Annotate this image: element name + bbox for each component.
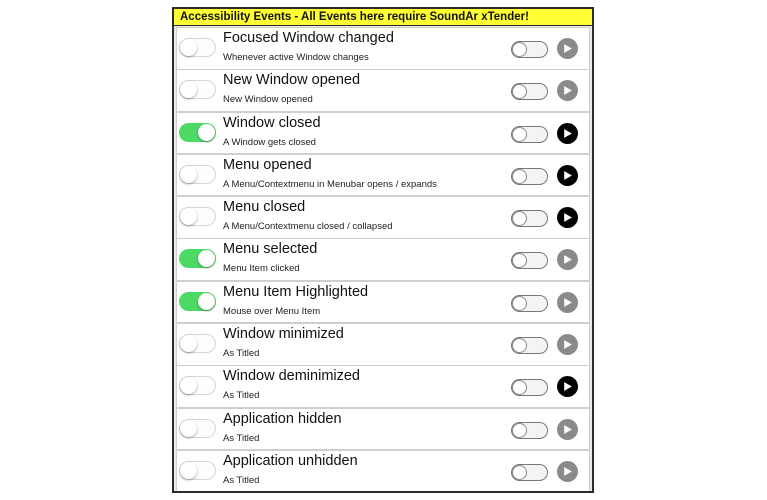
enable-toggle[interactable]	[179, 376, 216, 395]
play-icon	[562, 128, 573, 139]
event-description: A Menu/Contextmenu closed / collapsed	[223, 221, 393, 233]
toggle-knob	[512, 380, 527, 395]
event-title: Window closed	[223, 114, 321, 131]
enable-toggle[interactable]	[179, 461, 216, 480]
sound-option-toggle[interactable]	[511, 210, 548, 227]
enable-toggle[interactable]	[179, 292, 216, 311]
event-title: Window deminimized	[223, 368, 360, 385]
toggle-knob	[198, 250, 215, 267]
event-row	[177, 239, 589, 280]
play-button[interactable]	[557, 376, 578, 397]
toggle-knob	[512, 296, 527, 311]
event-row	[177, 451, 589, 492]
toggle-knob	[180, 81, 197, 98]
play-icon	[562, 85, 573, 96]
toggle-knob	[180, 377, 197, 394]
play-icon	[562, 297, 573, 308]
event-description: As Titled	[223, 390, 260, 402]
play-button[interactable]	[557, 461, 578, 482]
accessibility-events-panel	[172, 7, 594, 493]
sound-option-toggle[interactable]	[511, 83, 548, 100]
sound-option-toggle[interactable]	[511, 126, 548, 143]
event-row	[177, 155, 589, 196]
event-list	[174, 28, 592, 491]
toggle-knob	[180, 462, 197, 479]
enable-toggle[interactable]	[179, 249, 216, 268]
enable-toggle[interactable]	[179, 123, 216, 142]
event-title: Window minimized	[223, 326, 344, 343]
enable-toggle[interactable]	[179, 38, 216, 57]
play-button[interactable]	[557, 207, 578, 228]
toggle-knob	[198, 293, 215, 310]
enable-toggle[interactable]	[179, 80, 216, 99]
toggle-knob	[512, 127, 527, 142]
toggle-knob	[180, 39, 197, 56]
event-title: Menu selected	[223, 241, 318, 258]
play-button[interactable]	[557, 38, 578, 59]
play-icon	[562, 466, 573, 477]
sound-option-toggle[interactable]	[511, 252, 548, 269]
enable-toggle[interactable]	[179, 419, 216, 438]
toggle-knob	[180, 166, 197, 183]
toggle-knob	[180, 335, 197, 352]
event-title: Focused Window changed	[223, 30, 394, 46]
event-title: Application hidden	[223, 410, 342, 427]
sound-option-toggle[interactable]	[511, 337, 548, 354]
event-description: New Window opened	[223, 94, 313, 106]
event-title: Menu Item Highlighted	[223, 283, 369, 300]
play-icon	[562, 43, 573, 54]
toggle-knob	[512, 169, 527, 184]
sound-option-toggle[interactable]	[511, 41, 548, 58]
enable-toggle[interactable]	[179, 334, 216, 353]
toggle-knob	[198, 124, 215, 141]
toggle-knob	[512, 423, 527, 438]
event-title: New Window opened	[223, 72, 361, 89]
event-description: Menu Item clicked	[223, 263, 300, 275]
event-row	[177, 28, 589, 69]
toggle-knob	[512, 338, 527, 353]
play-icon	[562, 212, 573, 223]
event-description: As Titled	[223, 474, 260, 486]
event-title: Menu opened	[223, 156, 312, 173]
event-row	[177, 324, 589, 365]
event-row	[177, 113, 589, 154]
toggle-knob	[512, 84, 527, 99]
play-button[interactable]	[557, 249, 578, 270]
event-description: A Menu/Contextmenu in Menubar opens / expands	[223, 178, 437, 190]
panel-header: Accessibility Events - All Events here require SoundAr xTender!	[174, 9, 592, 26]
event-row	[177, 282, 589, 323]
sound-option-toggle[interactable]	[511, 379, 548, 396]
play-icon	[562, 339, 573, 350]
toggle-knob	[512, 465, 527, 480]
sound-option-toggle[interactable]	[511, 422, 548, 439]
event-description: As Titled	[223, 348, 260, 360]
event-title: Menu closed	[223, 199, 306, 216]
toggle-knob	[512, 211, 527, 226]
play-button[interactable]	[557, 334, 578, 355]
play-icon	[562, 254, 573, 265]
toggle-knob	[512, 253, 527, 268]
sound-option-toggle[interactable]	[511, 464, 548, 481]
event-description: A Window gets closed	[223, 136, 316, 148]
play-button[interactable]	[557, 419, 578, 440]
play-button[interactable]	[557, 80, 578, 101]
sound-option-toggle[interactable]	[511, 295, 548, 312]
toggle-knob	[180, 420, 197, 437]
toggle-knob	[512, 42, 527, 57]
event-row	[177, 197, 589, 238]
event-row	[177, 409, 589, 450]
event-description: Whenever active Window changes	[223, 52, 369, 63]
toggle-knob	[180, 208, 197, 225]
event-description: Mouse over Menu Item	[223, 305, 321, 317]
event-row	[177, 366, 589, 407]
play-icon	[562, 170, 573, 181]
play-button[interactable]	[557, 292, 578, 313]
play-icon	[562, 424, 573, 435]
event-description: As Titled	[223, 432, 260, 444]
play-button[interactable]	[557, 123, 578, 144]
enable-toggle[interactable]	[179, 207, 216, 226]
enable-toggle[interactable]	[179, 165, 216, 184]
event-title: Application unhidden	[223, 452, 358, 469]
play-button[interactable]	[557, 165, 578, 186]
play-icon	[562, 381, 573, 392]
sound-option-toggle[interactable]	[511, 168, 548, 185]
event-row	[177, 70, 589, 111]
